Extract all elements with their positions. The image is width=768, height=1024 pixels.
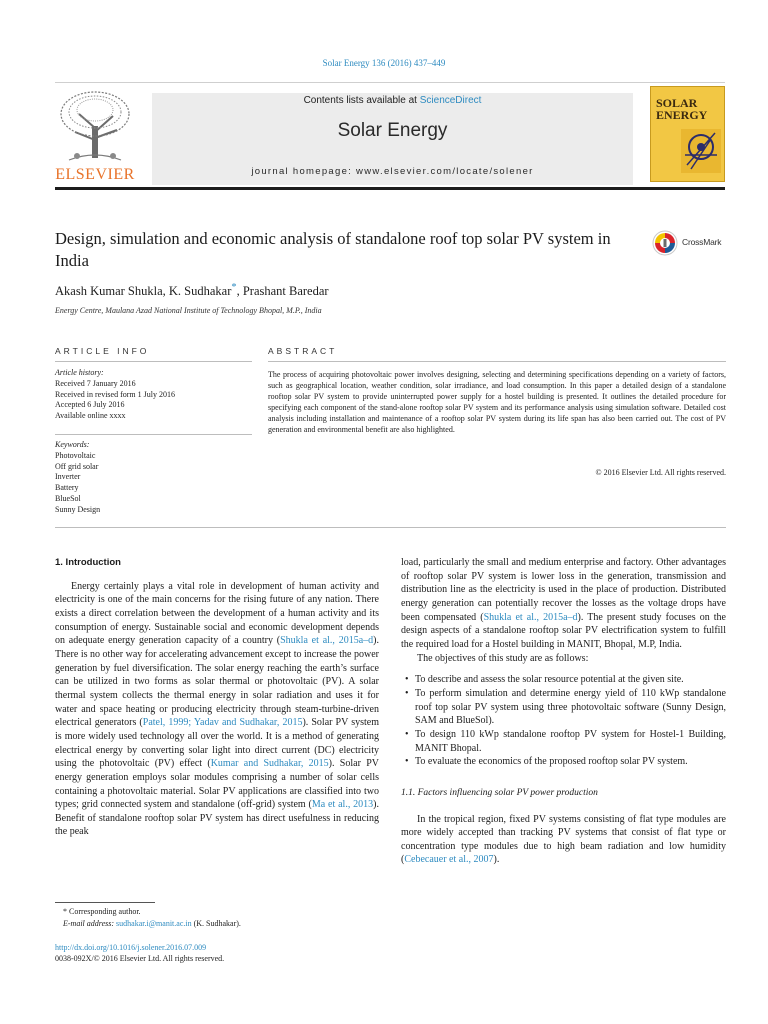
- article-info-rule: [55, 361, 252, 362]
- ref-link[interactable]: Shukla et al., 2015a–d: [280, 635, 374, 647]
- corresponding-author-mark[interactable]: *: [231, 282, 237, 293]
- elsevier-tree-icon: [55, 88, 135, 168]
- asterisk: *: [63, 907, 69, 916]
- elsevier-wordmark: ELSEVIER: [55, 166, 135, 183]
- footnote-rule: [55, 902, 155, 903]
- email-footnote: E-mail address: sudhakar.i@manit.ac.in (K. Sudhakar).: [63, 919, 241, 928]
- history-item: Received in revised form 1 July 2016: [55, 389, 175, 399]
- ref-link[interactable]: Shukla et al., 2015a–d: [483, 611, 578, 623]
- list-item: • To perform simulation and determine energy yield of 110 kWp standalone roof top solar PV system using three photovoltaic software (Sunny Design, SAM and BlueSol).: [401, 687, 726, 728]
- elsevier-logo[interactable]: [55, 88, 135, 184]
- corresponding-footnote: * Corresponding author.: [63, 907, 141, 916]
- abstract-text: The process of acquiring photovoltaic power involves designing, selecting and determining specifications depending on a variety of factors, such as geographical location, weather condition, solar irradiance, and load consumption. In this paper a detailed design of a standalone rooftop solar PV system to provide uninterrupted power supply for a hostel building is presented. It outlines the detailed procedure for specifying each component of the stand-alone rooftop solar PV system and its performance analysis using simulation software. Detailed cost analysis including installation and maintenance of a rooftop solar PV system during its life span has also been carried out. The cost of PV generation and environmental benefit are also highlighted.: [268, 370, 726, 434]
- keyword-item: Off grid solar: [55, 461, 99, 471]
- intro-paragraph-1: Energy certainly plays a vital role in development of human activity and electricity is one of the main concerns for the rising future of any nation. There exists a direct correlation between the development of a human activity and its consumption of energy. Sustainable social and economic development depends on adequate energy generation capacity of a country (Shukla et al., 2015a–d). There is no other way for accelerating advancement except to increase the power generation by fuel diversification. The solar energy reaching the earth’s surface can be utilized in two forms as solar thermal or photovoltaic (PV). A solar thermal system collects the thermal energy in solar radiation and uses it for water and space heating or producing electricity through steam-turbine-driven electrical generators (Patel, 1999; Yadav and Sudhakar, 2015). Solar PV system is more widely used technology all over the world. It is a method of generating electrical energy by converting solar light into direct current (DC) electricity using the photovoltaic (PV) effect (Kumar and Sudhakar, 2015). Solar PV energy generation employs solar modules comprising a number of solar cells containing a photovoltaic material. Solar PV applications are classified into two types; grid connected system and standalone (off-grid) system (Ma et al., 2013). Benefit of standalone rooftop solar PV system has direct usefulness in reducing the peak: [55, 580, 380, 838]
- journal-homepage-link[interactable]: journal homepage: www.elsevier.com/locate/solener: [251, 166, 534, 177]
- keyword-item: Inverter: [55, 472, 81, 482]
- left-column: [55, 556, 379, 839]
- keyword-item: Battery: [55, 483, 79, 493]
- cover-title: SOLAR ENERGY: [656, 96, 708, 122]
- history-item: Available online xxxx: [55, 411, 126, 421]
- subsection-paragraph: In the tropical region, fixed PV systems consisting of flat type modules are more widely accepted than tracking PV systems that consist of flat type or concentration type modules due to high beam radiation and low humidity (Cebecauer et al., 2007).: [401, 813, 726, 866]
- ref-link[interactable]: Ma et al., 2013: [311, 799, 374, 811]
- crossmark-label: CrossMark: [682, 237, 722, 247]
- ref-link[interactable]: Cebecauer et al., 2007: [404, 854, 494, 866]
- header-bottom-rule: [55, 187, 725, 190]
- journal-name: Solar Energy: [337, 120, 448, 141]
- keywords-heading: Keywords:: [55, 440, 90, 449]
- affiliation: Energy Centre, Maulana Azad National Institute of Technology Bhopal, M.P., India: [55, 306, 322, 315]
- paper-title: Design, simulation and economic analysis of standalone roof top solar PV system in India: [55, 229, 611, 270]
- objectives-list: [401, 673, 726, 769]
- history-item: Accepted 6 July 2016: [55, 400, 125, 410]
- ref-link[interactable]: Patel, 1999; Yadav and Sudhakar, 2015: [142, 717, 303, 729]
- keyword-item: Photovoltaic: [55, 450, 96, 460]
- authors-after: , Prashant Baredar: [236, 284, 329, 299]
- list-item: • To design 110 kWp standalone rooftop PV system for Hostel-1 Building, MANIT Bhopal.: [401, 728, 726, 755]
- journal-cover-thumbnail[interactable]: [650, 86, 725, 182]
- abstract-copyright: © 2016 Elsevier Ltd. All rights reserved.: [595, 468, 726, 477]
- article-history: [55, 368, 175, 422]
- subsection-heading: 1.1. Factors influencing solar PV power production: [401, 787, 598, 798]
- article-info-heading: ARTICLE INFO: [55, 346, 150, 356]
- author-list: [55, 282, 329, 299]
- abstract-rule: [268, 361, 726, 362]
- doi-link[interactable]: http://dx.doi.org/10.1016/j.solener.2016.07.009: [55, 943, 207, 952]
- history-heading: Article history:: [55, 368, 104, 377]
- header-top-rule: [55, 82, 725, 83]
- email-link[interactable]: sudhakar.i@manit.ac.in: [116, 919, 192, 928]
- keywords-rule: [55, 434, 252, 435]
- journal-citation[interactable]: Solar Energy 136 (2016) 437–449: [322, 58, 446, 68]
- crossmark-badge[interactable]: [652, 230, 732, 256]
- abstract-heading: ABSTRACT: [268, 346, 338, 356]
- email-label: E-mail address:: [63, 919, 117, 928]
- keyword-item: Sunny Design: [55, 504, 101, 514]
- list-item: • To evaluate the economics of the proposed rooftop solar PV system.: [401, 755, 726, 769]
- introduction-heading: 1. Introduction: [55, 557, 121, 568]
- front-matter-rule: [55, 527, 726, 528]
- list-item: • To describe and assess the solar resource potential at the given site.: [401, 673, 726, 687]
- authors-before: Akash Kumar Shukla, K. Sudhakar: [55, 284, 232, 299]
- history-item: Received 7 January 2016: [55, 378, 136, 388]
- crossmark-icon: [652, 230, 678, 256]
- intro-paragraph-2: load, particularly the small and medium enterprise and factory. Other advantages of rooftop solar PV system is lower loss in the generation, transmission and distribution line as the electricity is used in the place of production. Distributed energy generation can potentially recover the losses as the voltage drops have been compensated (Shukla et al., 2015a–d). The present study focuses on the design aspects of a standalone rooftop solar PV electrification system to fulfill the required load for a Hostel building in MANIT, Bhopal, M.P, India.: [401, 557, 726, 650]
- keywords-block: [55, 440, 100, 516]
- issn-line: 0038-092X/© 2016 Elsevier Ltd. All rights reserved.: [55, 954, 225, 963]
- doi-block: [55, 942, 224, 964]
- right-column: [401, 556, 726, 867]
- keyword-item: BlueSol: [55, 493, 81, 503]
- contents-available-line: [152, 95, 633, 106]
- cover-art-icon: [677, 125, 725, 177]
- objectives-intro: The objectives of this study are as follows:: [417, 652, 589, 664]
- sciencedirect-link[interactable]: ScienceDirect: [419, 95, 482, 106]
- ref-link[interactable]: Kumar and Sudhakar, 2015: [210, 758, 329, 770]
- contents-prefix: Contents lists available at: [303, 95, 420, 106]
